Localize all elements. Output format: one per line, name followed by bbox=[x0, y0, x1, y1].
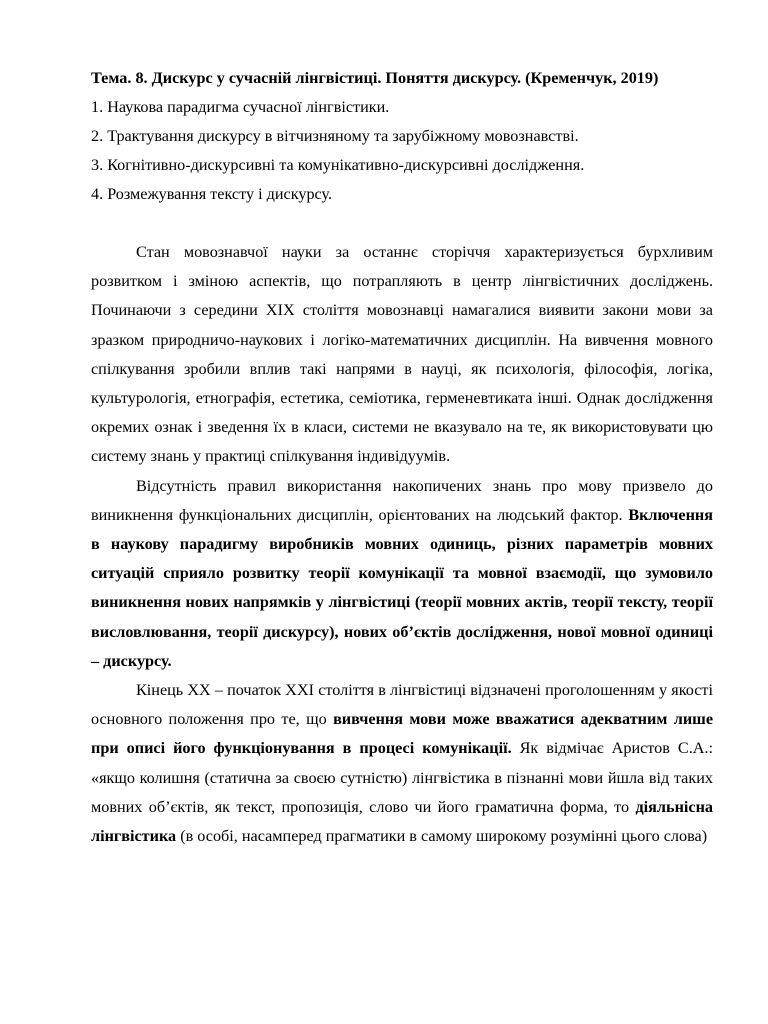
document-page bbox=[91, 64, 713, 851]
paragraph-2 bbox=[91, 472, 713, 676]
topic-plan bbox=[91, 93, 713, 209]
paragraph-2-text: Відсутність правил використання накопичених знань про мову призвело до виникнення функціональних дисциплін, орієнтованих на людський фактор. bbox=[91, 476, 713, 524]
paragraph-3-bold-text-1: вивчення мови може вважатися адекватним лише при описі його функціонування в процесі комунікації. bbox=[91, 710, 714, 758]
topic-title: Тема. 8. Дискурс у сучасній лінгвістиці. Поняття дискурсу. (Кременчук, 2019) bbox=[91, 69, 659, 87]
paragraph-2-bold-text: Включення в наукову парадигму виробників мовних одиниць, різних параметрів мовних ситуацій сприяло розвитку теорії комунікації та мовної взаємодії, що зумовило виникнення нових напрямків у лінгвістиці (теорії мовних актів, теорії тексту, теорії висловлювання, теорії дискурсу), нових об’єктів дослідження, нової мовної одиниці – дискурсу. bbox=[91, 505, 713, 670]
blank-line bbox=[91, 209, 713, 238]
paragraph-1-text: Стан мовознавчої науки за останнє сторіччя характеризується бурхливим розвитком і зміною аспектів, що потрапляють в центр лінгвістичних досліджень. Починаючи з середини ХІХ століття мовознавці намагалися виявити закони мови за зразком природничо-наукових і логіко-математичних дисциплін. На вивчення мовного спілкування зробили вплив такі напрями в науці, як психологія, філософія, логіка, культурологія, етнографія, естетика, семіотика, герменевтиката інші. Однак дослідження окремих ознак і зведення їх в класи, системи не вказувало на те, як використовувати цю систему знань у практиці спілкування індивідуумів. bbox=[91, 243, 713, 466]
plan-item-3: 3. Когнітивно-дискурсивні та комунікативно-дискурсивні дослідження. bbox=[91, 156, 585, 174]
paragraph-3-text-1: Кінець ХХ – початок ХХІ століття в лінгвістиці відзначені проголошенням у якості основного положення про те, що bbox=[91, 681, 713, 729]
plan-item-1: 1. Наукова парадигма сучасної лінгвістики. bbox=[91, 98, 390, 116]
paragraph-3-bold-text-2: діяльнісна лінгвістика bbox=[91, 797, 713, 846]
plan-item-4: 4. Розмежування тексту і дискурсу. bbox=[91, 185, 333, 203]
paragraph-3-text-2: Як відмічає Аристов С.А.: «якщо колишня (статична за своєю сутністю) лінгвістика в пізнанні мови йшла від таких мовних об’єктів, як текст, пропозиція, слово чи його граматична форма, то bbox=[91, 739, 713, 816]
paragraph-1 bbox=[91, 238, 713, 472]
paragraph-3 bbox=[91, 676, 713, 851]
paragraph-3-text-3: (в особі, насамперед прагматики в самому широкому розумінні цього слова) bbox=[176, 827, 708, 846]
plan-item-2: 2. Трактування дискурсу в вітчизняному та зарубіжному мовознавстві. bbox=[91, 127, 579, 145]
